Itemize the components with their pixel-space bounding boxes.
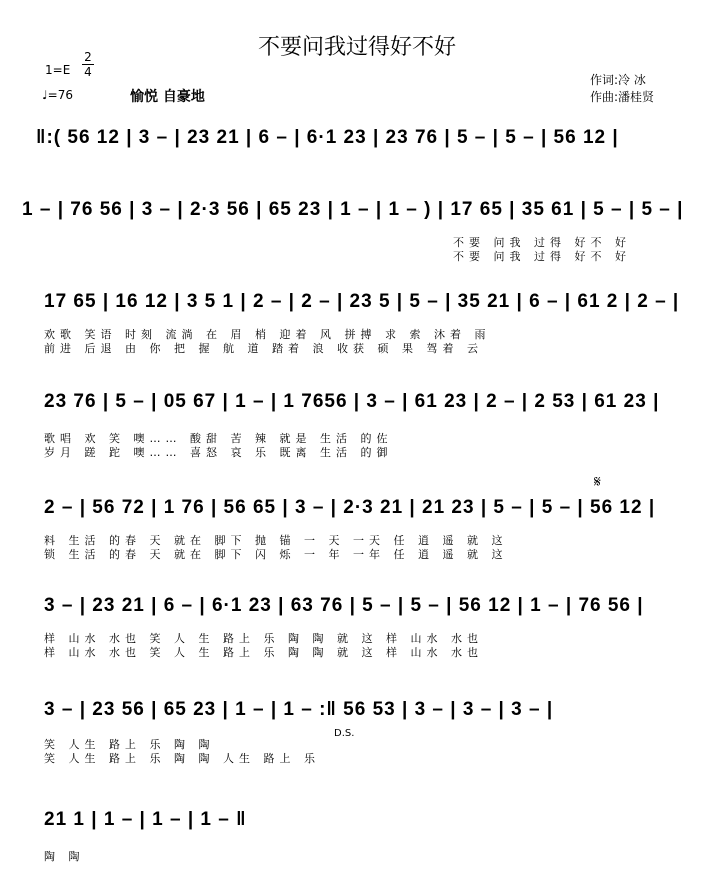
lyrics-verse-2: 样 山水 水也 笑 人 生 路上 乐 陶 陶 就 这 样 山水 水也: [44, 646, 483, 659]
lyrics-verse-1: 样 山水 水也 笑 人 生 路上 乐 陶 陶 就 这 样 山水 水也: [44, 632, 483, 645]
meter-numerator: 2: [84, 50, 92, 64]
lyrics-verse-1: 不要 问我 过得 好不 好: [453, 236, 631, 249]
notation-line: ‖:( 56 12 | 3 – | 23 21 | 6 – | 6·1 23 | 23 76 | 5 – | 5 – | 56 12 |: [36, 127, 619, 148]
score-row-5: [0, 494, 714, 564]
tempo-marking: ♩=76: [42, 88, 73, 102]
notation-line: 3 – | 23 21 | 6 – | 6·1 23 | 63 76 | 5 – | 5 – | 56 12 | 1 – | 76 56 |: [44, 595, 644, 616]
lyrics-verse-1: 陶 陶: [44, 850, 85, 863]
lyrics-verse-1: 料 生活 的春 天 就在 脚下 抛 锚 一 天 一天 任 逍 遥 就 这: [44, 534, 508, 547]
lyrics-verse-1: 笑 人生 路上 乐 陶 陶: [44, 738, 215, 751]
score-row-6: [0, 592, 714, 662]
notation-line: 2 – | 56 72 | 1 76 | 56 65 | 3 – | 2·3 21 | 21 23 | 5 – | 5 – | 56 12 |: [44, 497, 656, 518]
score-row-8: [0, 806, 714, 876]
lyrics-verse-1: 欢歌 笑语 时刻 流淌 在 眉 梢 迎着 风 拼搏 求 索 沐着 雨: [44, 328, 491, 341]
expression-marking: 愉悦 自豪地: [130, 89, 205, 105]
notation-line: 23 76 | 5 – | 05 67 | 1 – | 1 7656 | 3 – | 61 23 | 2 – | 2 53 | 61 23 |: [44, 391, 660, 412]
composer: 作曲:潘桂贤: [590, 90, 655, 104]
credits: [590, 72, 654, 106]
score-row-3: [0, 288, 714, 358]
score-row-1: [0, 124, 714, 194]
lyrics-verse-2: 前进 后退 由 你 把 握 航 道 踏着 浪 收获 硕 果 驾着 云: [44, 342, 483, 355]
notation-line: 17 65 | 16 12 | 3 5 1 | 2 – | 2 – | 23 5 | 5 – | 35 21 | 6 – | 61 2 | 2 – |: [44, 291, 680, 312]
lyrics-verse-1: 歌唱 欢 笑 噢…… 酸甜 苦 辣 就是 生活 的佐: [44, 432, 393, 445]
time-signature: [82, 50, 94, 79]
meter-denominator: 4: [82, 64, 94, 79]
segno-sign: 𝄋: [594, 472, 601, 491]
lyrics-verse-2: 锁 生活 的春 天 就在 脚下 闪 烁 一 年 一年 任 逍 遥 就 这: [44, 548, 508, 561]
score-row-7: [0, 696, 714, 766]
notation-line: 21 1 | 1 – | 1 – | 1 – ‖: [44, 809, 247, 830]
dal-segno-marking: D.S.: [334, 728, 355, 739]
song-title: 不要问我过得好不好: [257, 35, 456, 60]
lyrics-verse-2: 不要 问我 过得 好不 好: [453, 250, 631, 263]
lyrics-verse-2: 岁月 蹉 跎 噢…… 喜怒 哀 乐 既离 生活 的御: [44, 446, 393, 459]
notation-line: 1 – | 76 56 | 3 – | 2·3 56 | 65 23 | 1 – | 1 – ) | 17 65 | 35 61 | 5 – | 5 – |: [22, 199, 684, 220]
score-row-2: [0, 196, 714, 266]
key-signature: 1=E: [45, 63, 71, 77]
score-row-4: [0, 388, 714, 458]
lyricist: 作词:冷 冰: [590, 73, 646, 87]
lyrics-verse-2: 笑 人生 路上 乐 陶 陶 人生 路上 乐: [44, 752, 320, 765]
notation-line: 3 – | 23 56 | 65 23 | 1 – | 1 – :‖ 56 53 | 3 – | 3 – | 3 – |: [44, 699, 554, 720]
